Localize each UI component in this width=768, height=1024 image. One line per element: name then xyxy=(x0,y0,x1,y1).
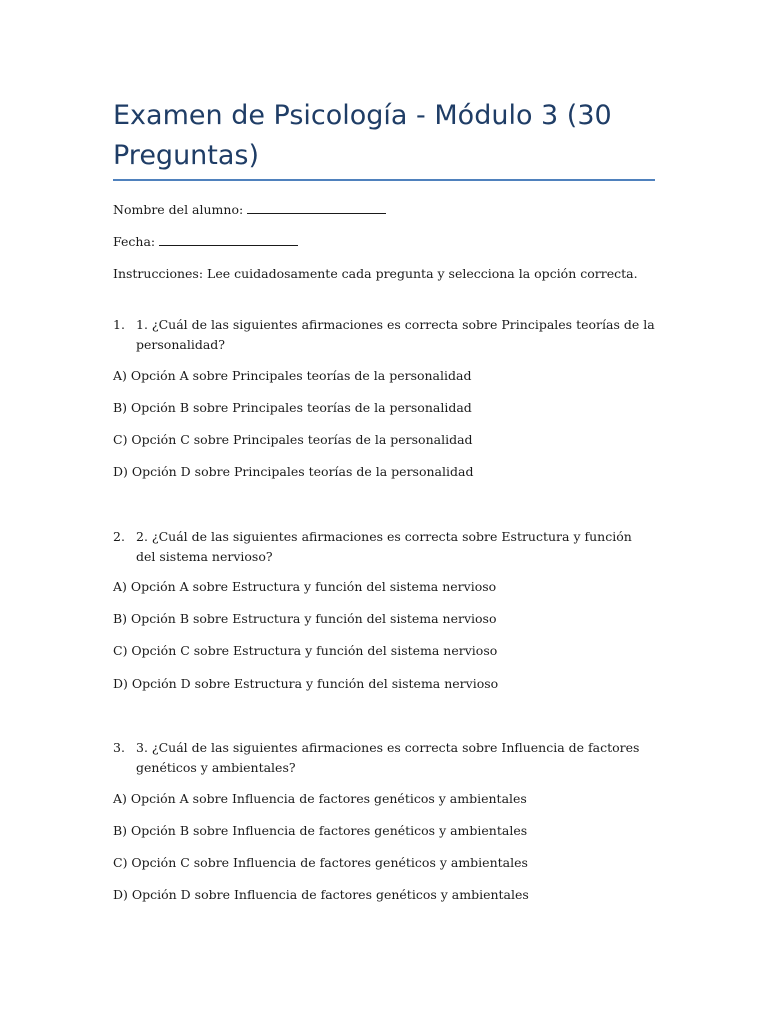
question-number: 3. xyxy=(113,740,125,755)
student-name-label: Nombre del alumno: xyxy=(113,202,248,217)
option-d: D) Opción D sobre Principales teorías de la personalidad xyxy=(113,464,474,479)
option-b: B) Opción B sobre Principales teorías de la personalidad xyxy=(113,400,472,415)
option-a: A) Opción A sobre Estructura y función del sistema nervioso xyxy=(113,579,497,594)
question-text: 1. ¿Cuál de las siguientes afirmaciones es correcta sobre Principales teorías de la personalidad? xyxy=(136,317,655,352)
question-3 xyxy=(113,738,655,778)
question-number: 1. xyxy=(113,317,125,332)
document-title: Examen de Psicología - Módulo 3 (30 Preguntas) xyxy=(113,100,612,171)
question-number: 2. xyxy=(113,529,125,544)
instructions-text: Instrucciones: Lee cuidadosamente cada pregunta y selecciona la opción correcta. xyxy=(113,266,638,281)
question-2 xyxy=(113,527,655,567)
question-text: 2. ¿Cuál de las siguientes afirmaciones es correcta sobre Estructura y función del sistema nervioso? xyxy=(136,529,632,564)
option-b: B) Opción B sobre Estructura y función del sistema nervioso xyxy=(113,611,497,626)
option-a: A) Opción A sobre Influencia de factores genéticos y ambientales xyxy=(113,791,527,806)
option-d: D) Opción D sobre Influencia de factores genéticos y ambientales xyxy=(113,887,529,902)
question-1 xyxy=(113,315,655,355)
title-underline xyxy=(113,179,655,181)
student-name-line xyxy=(113,200,673,220)
option-c: C) Opción C sobre Influencia de factores genéticos y ambientales xyxy=(113,855,528,870)
date-label: Fecha: xyxy=(113,234,160,249)
option-c: C) Opción C sobre Estructura y función del sistema nervioso xyxy=(113,643,498,658)
question-text: 3. ¿Cuál de las siguientes afirmaciones es correcta sobre Influencia de factores genéticos y ambientales? xyxy=(136,740,640,775)
option-c: C) Opción C sobre Principales teorías de la personalidad xyxy=(113,432,473,447)
option-b: B) Opción B sobre Influencia de factores genéticos y ambientales xyxy=(113,823,528,838)
date-blank xyxy=(159,233,298,246)
student-name-blank xyxy=(247,201,386,214)
option-a: A) Opción A sobre Principales teorías de la personalidad xyxy=(113,368,472,383)
date-line xyxy=(113,232,673,252)
option-d: D) Opción D sobre Estructura y función del sistema nervioso xyxy=(113,676,499,691)
